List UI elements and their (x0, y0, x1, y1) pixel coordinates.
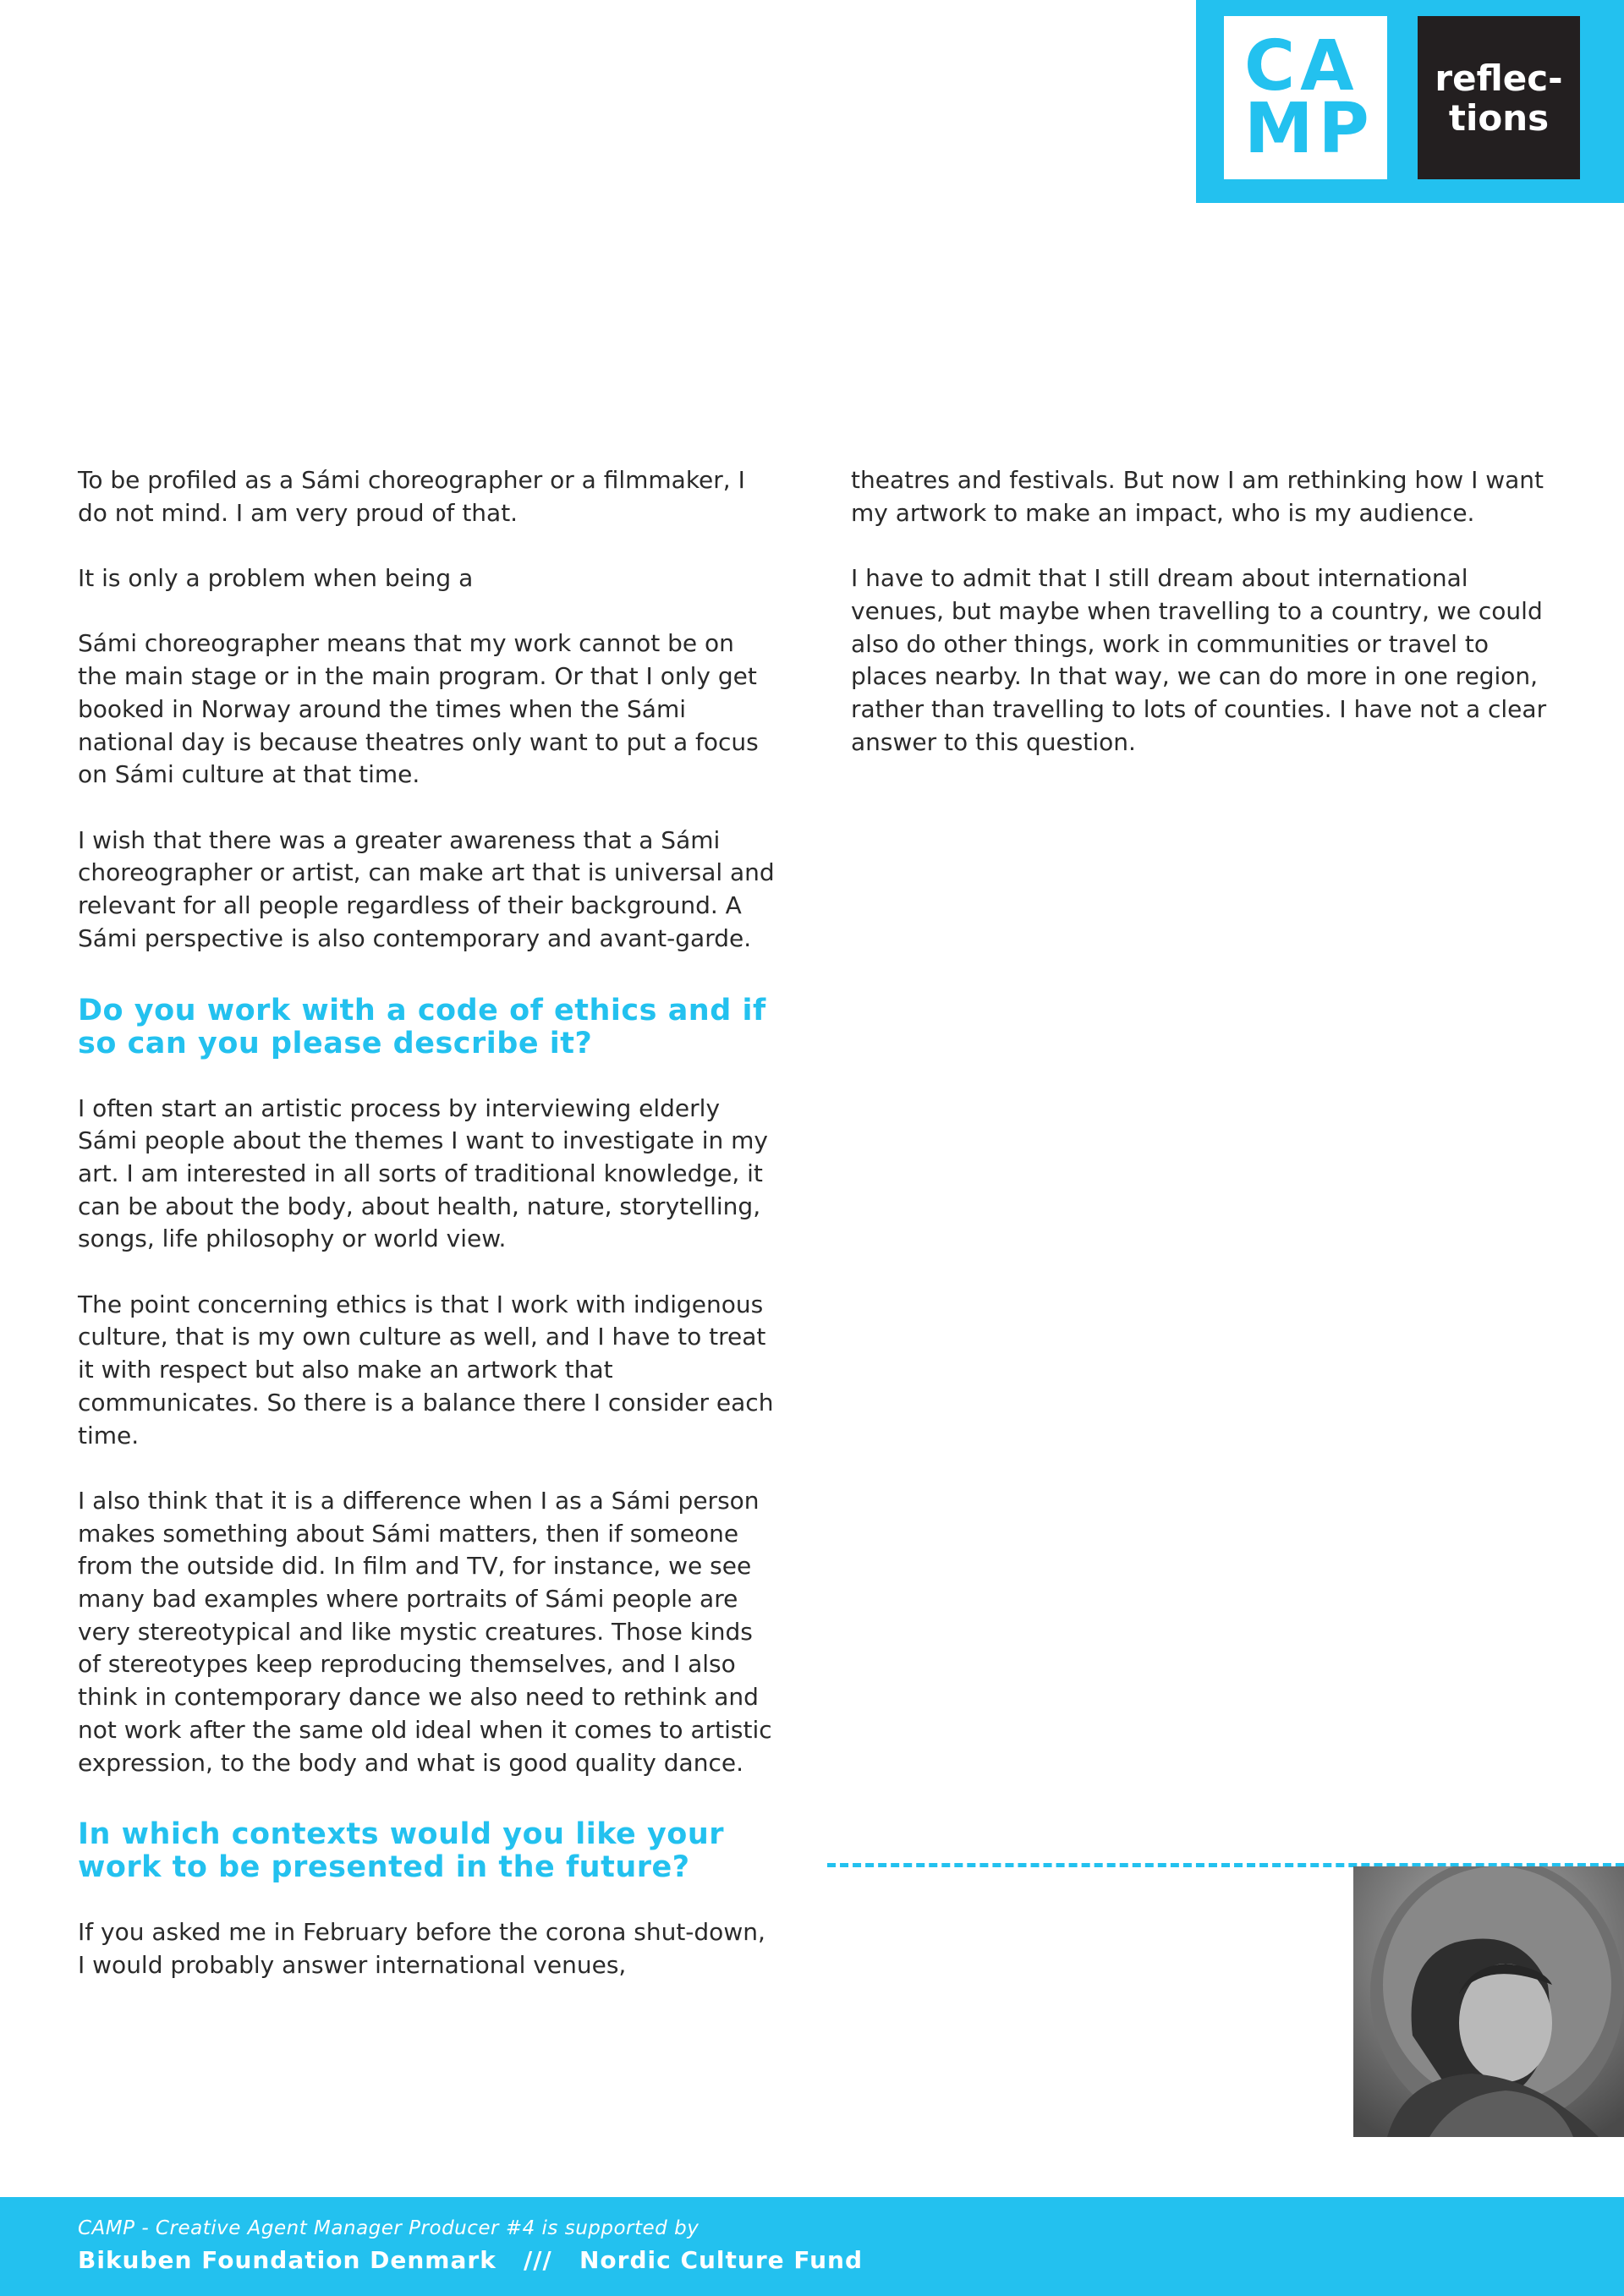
portrait-photo (1353, 1866, 1624, 2137)
camp-logo-line1: CA (1244, 25, 1359, 107)
reflections-logo-line1: reflec- (1435, 57, 1563, 99)
paragraph: If you asked me in February before the corona shut-down, I would probably answer international venues, (78, 1918, 765, 1979)
question-heading-ethics: Do you work with a code of ethics and if so can you please describe it? (78, 993, 766, 1060)
left-column (78, 464, 780, 2014)
paragraph: theatres and festivals. But now I am rethinking how I want my artwork to make an impact, who is my audience. (851, 466, 1544, 527)
paragraph: It is only a problem when being a (78, 564, 474, 593)
camp-logo (1224, 16, 1387, 179)
camp-logo-line2: MP (1244, 88, 1374, 169)
paragraph: To be profiled as a Sámi choreographer or a filmmaker, I do not mind. I am very proud of that. (78, 466, 745, 527)
footer-sponsors: Bikuben Foundation Denmark /// Nordic Culture Fund (78, 2246, 864, 2274)
portrait-photo-image (1353, 1866, 1624, 2137)
paragraph: I often start an artistic process by interviewing elderly Sámi people about the themes I want to investigate in my art. I am interested in all sorts of traditional knowledge, it can be about the body, about health, nature, storytelling, songs, life philosophy or world view. (78, 1093, 769, 1253)
reflections-logo-line2: tions (1448, 96, 1550, 139)
question-heading-contexts: In which contexts would you like your work to be presented in the future? (78, 1817, 725, 1885)
paragraph: The point concerning ethics is that I work with indigenous culture, that is my own culture as well, and I have to treat it with respect but also make an artwork that communicates. So there is a balance there I consider each time. (78, 1290, 774, 1449)
reflections-logo (1418, 16, 1580, 179)
right-column (851, 464, 1553, 792)
paragraph: I have to admit that I still dream about international venues, but maybe when travelling to a country, we could also do other things, work in communities or travel to places nearby. In that way, we can do more in one region, rather than travelling to lots of counties. I have not a clear answer to this question. (851, 564, 1547, 756)
paragraph: Sámi choreographer means that my work cannot be on the main stage or in the main program. Or that I only get booked in Norway around the times when the Sámi national day is because theatres only want to put a focus on Sámi culture at that time. (78, 629, 759, 789)
paragraph: I also think that it is a difference when I as a Sámi person makes something about Sámi matters, then if someone from the outside did. In film and TV, for instance, we see many bad examples where portraits of Sámi people are very stereotypical and like mystic creatures. Those kinds of stereotypes keep reproducing themselves, and I also think in contemporary dance we also need to rethink and not work after the same old ideal when it comes to artistic expression, to the body and what is good quality dance. (78, 1486, 772, 1777)
paragraph: I wish that there was a greater awareness that a Sámi choreographer or artist, can make art that is universal and relevant for all people regardless of their background. A Sámi perspective is also contemporary and avant-garde. (78, 825, 775, 952)
footer (0, 2197, 1624, 2296)
footer-support-text: CAMP - Creative Agent Manager Producer #4 is supported by (78, 2217, 700, 2239)
